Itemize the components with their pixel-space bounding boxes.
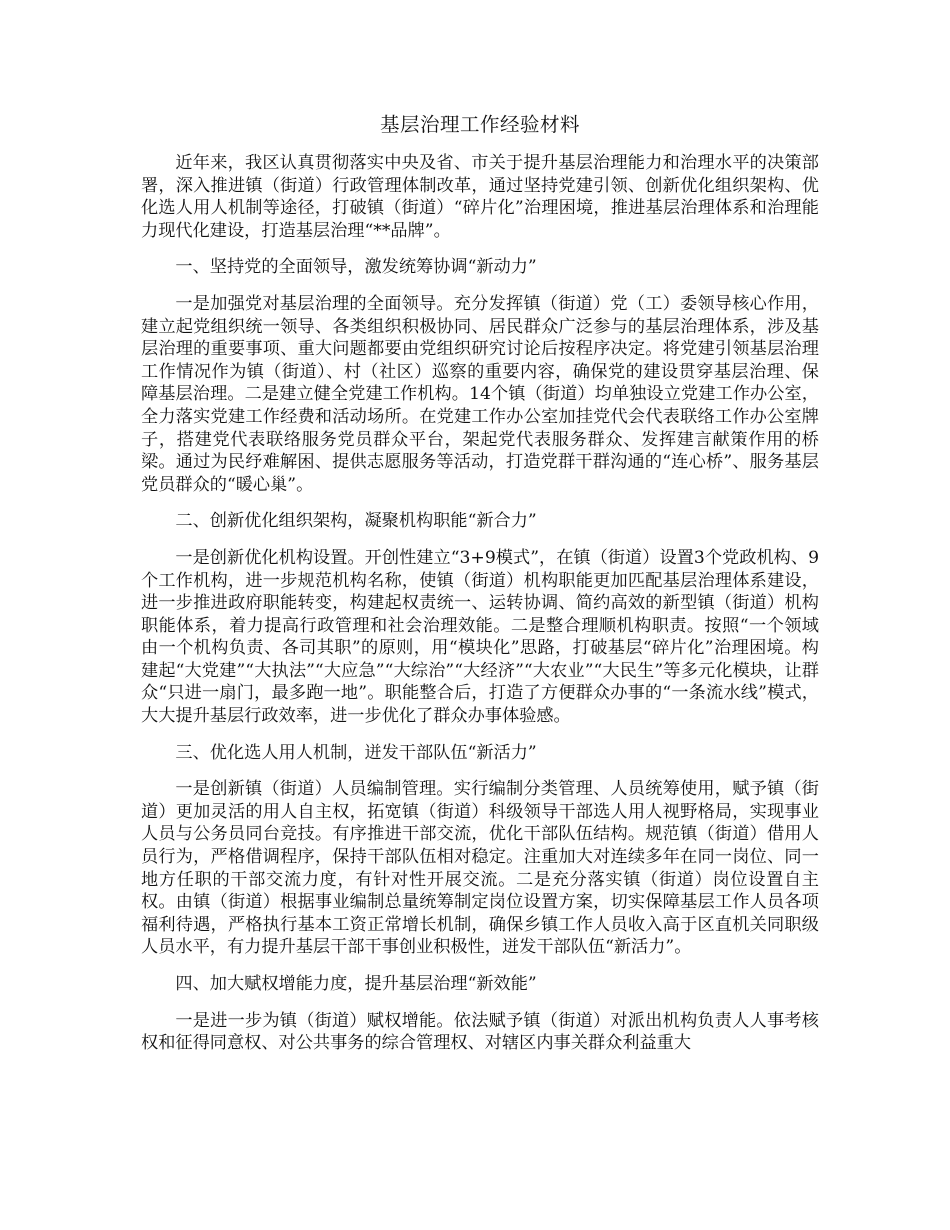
intro-paragraph: 近年来，我区认真贯彻落实中央及省、市关于提升基层治理能力和治理水平的决策部署，深入推进镇（街道）行政管理体制改革，通过坚持党建引领、创新优化组织架构、优化选人用人机制等途径，打破镇（街道）“碎片化”治理困境，推进基层治理体系和治理能力现代化建设，打造基层治理“**品牌”。 [141,153,819,241]
document-content [141,112,819,1055]
section-2-body: 一是创新优化机构设置。开创性建立“3+9模式”，在镇（街道）设置3个党政机构、9个工作机构，进一步规范机构名称，使镇（街道）机构职能更加匹配基层治理体系建设，进一步推进政府职能转变，构建起权责统一、运转协调、简约高效的新型镇（街道）机构职能体系，着力提高行政管理和社会治理效能。二是整合理顺机构职责。按照“一个领域由一个机构负责、各司其职”的原则，用“模块化”思路，打破基层“碎片化”治理困境。构建起“大党建”“大执法”“大应急”“大综治”“大经济”“大农业”“大民生”等多元化模块，让群众“只进一扇门，最多跑一地”。职能整合后，打造了方便群众办事的“一条流水线”模式，大大提升基层行政效率，进一步优化了群众办事体验感。 [141,547,819,727]
section-3-heading: 三、优化选人用人机制，迸发干部队伍“新活力” [175,742,537,763]
section-3-body: 一是创新镇（街道）人员编制管理。实行编制分类管理、人员统筹使用，赋予镇（街道）更加灵活的用人自主权，拓宽镇（街道）科级领导干部选人用人视野格局，实现事业人员与公务员同台竞技。有序推进干部交流，优化干部队伍结构。规范镇（街道）借用人员行为，严格借调程序，保持干部队伍相对稳定。注重加大对连续多年在同一岗位、同一地方任职的干部交流力度，有针对性开展交流。二是充分落实镇（街道）岗位设置自主权。由镇（街道）根据事业编制总量统筹制定岗位设置方案，切实保障基层工作人员各项福利待遇，严格执行基本工资正常增长机制，确保乡镇工作人员收入高于区直机关同职级人员水平，有力提升基层干部干事创业积极性，迸发干部队伍“新活力”。 [141,779,819,958]
document-title: 基层治理工作经验材料 [379,113,580,136]
section-2-heading: 二、创新优化组织架构，凝聚机构职能“新合力” [175,511,537,532]
section-1-heading: 一、坚持党的全面领导，激发统筹协调“新动力” [175,257,537,278]
section-1-body: 一是加强党对基层治理的全面领导。充分发挥镇（街道）党（工）委领导核心作用，建立起党组织统一领导、各类组织积极协同、居民群众广泛参与的基层治理体系，涉及基层治理的重要事项、重大问题都要由党组织研究讨论后按程序决定。将党建引领基层治理工作情况作为镇（街道）、村（社区）巡察的重要内容，确保党的建设贯穿基层治理、保障基层治理。二是建立健全党建工作机构。14个镇（街道）均单独设立党建工作办公室，全力落实党建工作经费和活动场所。在党建工作办公室加挂党代会代表联络工作办公室牌子，搭建党代表联络服务党员群众平台，架起党代表服务群众、发挥建言献策作用的桥梁。通过为民纾难解困、提供志愿服务等活动，打造党群干群沟通的“连心桥”、服务基层党员群众的“暖心巢”。 [141,293,819,495]
section-4-body: 一是进一步为镇（街道）赋权增能。依法赋予镇（街道）对派出机构负责人人事考核权和征得同意权、对公共事务的综合管理权、对辖区内事关群众利益重大 [141,1010,819,1054]
section-4-heading: 四、加大赋权增能力度，提升基层治理“新效能” [175,974,537,994]
